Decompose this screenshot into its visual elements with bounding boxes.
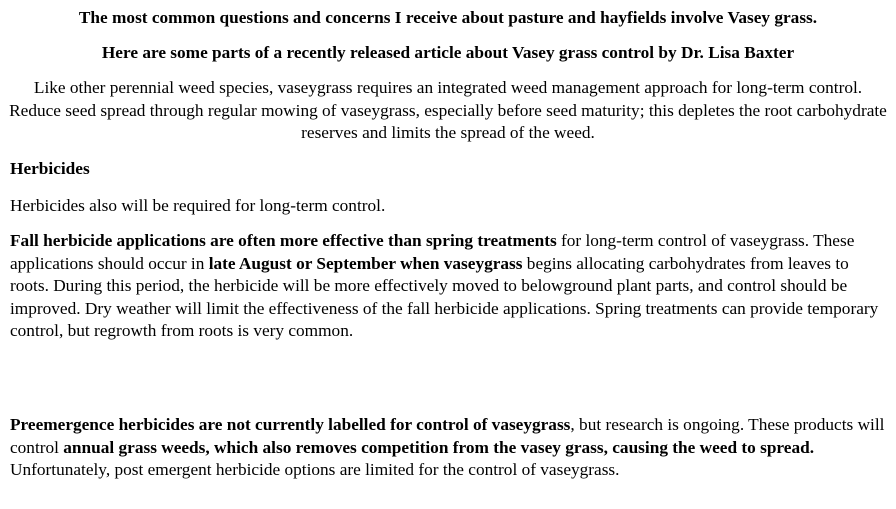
paragraph-text: Unfortunately, post emergent herbicide options are limited for the control of vaseygrass. [10,460,620,479]
paragraph-fall-applications [10,230,886,343]
emphasis-fall-applications: Fall herbicide applications are often more effective than spring treatments [10,231,557,250]
paragraph-preemergence [10,414,886,482]
section-title-herbicides: Herbicides [10,159,90,178]
paragraph-text: begins allocating carbohydrates from leaves to roots. During this period, the herbicide will be more effectively moved to belowground plant parts, and control should be improved. Dry weather will limit the effectiveness of the fall herbicide applications. Spring treatments can provide temporary control, but regrowth from roots is very common. [10,253,879,340]
emphasis-preemergence: Preemergence herbicides are not currently labelled for control of vaseygrass [10,415,571,434]
paragraph-text: , but research is ongoing. These products will control [10,415,885,457]
intro-paragraph: Like other perennial weed species, vaseygrass requires an integrated weed management approach for long-term control. Reduce seed spread through regular mowing of vaseygrass, especially before seed maturity; this depletes the root carbohydrate reserves and limits the spread of the weed. [9,78,887,142]
headline-common-questions: The most common questions and concerns I receive about pasture and hayfields involve Vasey grass. [78,8,818,27]
paragraph-text: for long-term control of vaseygrass. These applications should occur in [10,231,855,273]
paragraph-herbicides-required: Herbicides also will be required for long-term control. [10,196,386,215]
headline-article-intro: Here are some parts of a recently released article about Vasey grass control by Dr. Lisa Baxter [101,43,795,62]
emphasis-annual-grass-weeds: annual grass weeds, which also removes competition from the vasey grass, causing the weed to spread. [63,437,815,457]
emphasis-late-august: late August or September when vaseygrass [208,253,523,273]
